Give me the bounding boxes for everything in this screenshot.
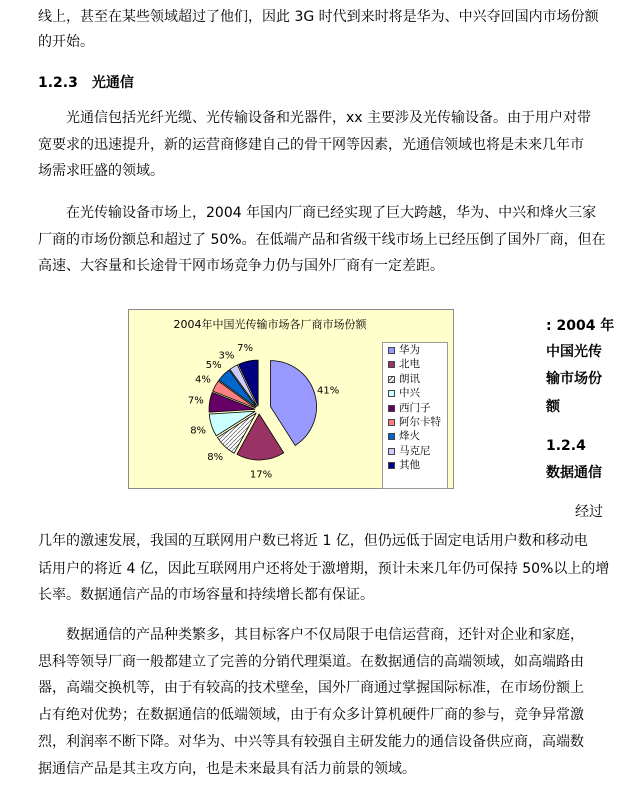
para2-line-3: 高速、大容量和长途骨干网市场竞争力仍与国外厂商有一定差距。: [38, 258, 444, 274]
section-title: 光通信: [91, 75, 134, 91]
legend-item-4: [383, 401, 447, 415]
legend-label-0: 华为: [399, 344, 420, 356]
side-section-title: 数据通信: [546, 465, 602, 481]
legend-swatch-7: [388, 448, 395, 455]
legend-label-7: 马克尼: [399, 444, 431, 457]
pie-label-7: 3%: [218, 350, 235, 362]
legend-label-4: 西门子: [399, 401, 431, 414]
legend-item-0: [383, 343, 447, 357]
pie-label-8: 7%: [237, 343, 253, 355]
para1-line-1: 光通信包括光纤光缆、光传输设备和光器件，xx 主要涉及光传输设备。由于用户对带: [66, 110, 592, 126]
legend-swatch-4: [388, 405, 395, 412]
side-section-number: 1.2.4: [546, 438, 586, 454]
intro-line-1: 线上，甚至在某些领域超过了他们，因此 3G 时代到来时将是华为、中兴夺回国内市场份额: [38, 9, 599, 25]
para4-line-1: 数据通信的产品种类繁多，其目标客户不仅局限于电信运营商，还针对企业和家庭，: [66, 627, 584, 643]
legend-swatch-2: [388, 376, 395, 383]
side-caption-line-3: 输市场份: [546, 371, 602, 387]
legend-item-1: [383, 357, 447, 371]
legend-label-8: 其他: [399, 459, 420, 472]
para3-line-2: 话用户的将近 4 亿，因此互联网用户还将处于激增期，预计未来几年仍可保持 50%以上的增: [38, 561, 610, 577]
pie-slice-0: [271, 361, 317, 446]
section-number: 1.2.3: [38, 75, 78, 91]
section-heading-1-2-3: [38, 74, 134, 92]
para2-line-1: 在光传输设备市场上，2004 年国内厂商已经实现了巨大跨越，华为、中兴和烽火三家: [66, 205, 597, 221]
side-caption-line-1: : 2004 年: [546, 318, 615, 334]
side-caption-line-4: 额: [546, 399, 560, 415]
legend-swatch-1: [388, 361, 395, 368]
legend-item-7: [383, 444, 447, 458]
pie-label-5: 4%: [194, 374, 211, 386]
legend-swatch-6: [388, 433, 395, 440]
para3-line-3: 长率。数据通信产品的市场容量和持续增长都有保证。: [38, 587, 374, 603]
side-caption-line-2: 中国光传: [546, 344, 602, 360]
para4-line-5: 烈，利润率不断下降。对华为、中兴等具有较强自主研发能力的通信设备供应商，高端数: [38, 734, 584, 750]
pie-label-6: 5%: [205, 360, 222, 372]
chart-legend: [382, 342, 448, 489]
para4-line-3: 器，高端交换机等，由于有较高的技术壁垒，国外厂商通过掌握国际标准，在市场份额上: [38, 680, 584, 696]
legend-label-1: 北电: [399, 358, 420, 371]
pie-label-4: 7%: [187, 395, 204, 407]
legend-swatch-5: [388, 419, 395, 426]
legend-label-6: 烽火: [399, 430, 420, 443]
legend-item-6: [383, 429, 447, 443]
intro-line-2: 的开始。: [38, 34, 94, 50]
para3-line-1: 几年的激速发展，我国的互联网用户数已将近 1 亿，但仍远低于固定电话用户数和移动电: [38, 533, 588, 549]
pie-label-2: 8%: [207, 452, 224, 464]
legend-item-2: [383, 372, 447, 386]
legend-item-3: [383, 386, 447, 400]
pie-label-1: 17%: [249, 469, 273, 481]
para2-line-2: 厂商的市场份额总和超过了 50%。在低端产品和省级干线市场上已经压倒了国外厂商，但在: [38, 232, 606, 248]
legend-swatch-0: [388, 347, 395, 354]
legend-label-2: 朗讯: [399, 372, 420, 385]
legend-item-8: [383, 458, 447, 472]
legend-label-3: 中兴: [399, 387, 420, 400]
para4-line-2: 思科等领导厂商一般都建立了完善的分销代理渠道。在数据通信的高端领域，如高端路由: [38, 654, 584, 670]
legend-item-5: [383, 415, 447, 429]
side-trailing-text: 经过: [575, 504, 603, 520]
legend-label-5: 阿尔卡特: [399, 415, 441, 428]
pie-label-3: 8%: [190, 425, 207, 437]
para4-line-4: 占有绝对优势；在数据通信的低端领域，由于有众多计算机硬件厂商的参与，竞争异常激: [38, 707, 584, 723]
pie-chart-frame: [128, 309, 454, 489]
legend-swatch-3: [388, 390, 395, 397]
chart-title: 2004年中国光传输市场各厂商市场份额: [173, 318, 367, 331]
pie-label-0: 41%: [317, 385, 340, 397]
para1-line-2: 宽要求的迅速提升，新的运营商修建自己的骨干网等因素，光通信领域也将是未来几年市: [38, 137, 584, 153]
para1-line-3: 场需求旺盛的领域。: [38, 163, 164, 179]
para4-line-6: 据通信产品是其主攻方向，也是未来最具有活力前景的领域。: [38, 761, 416, 777]
legend-swatch-8: [388, 462, 395, 469]
pie-chart: [129, 310, 381, 488]
